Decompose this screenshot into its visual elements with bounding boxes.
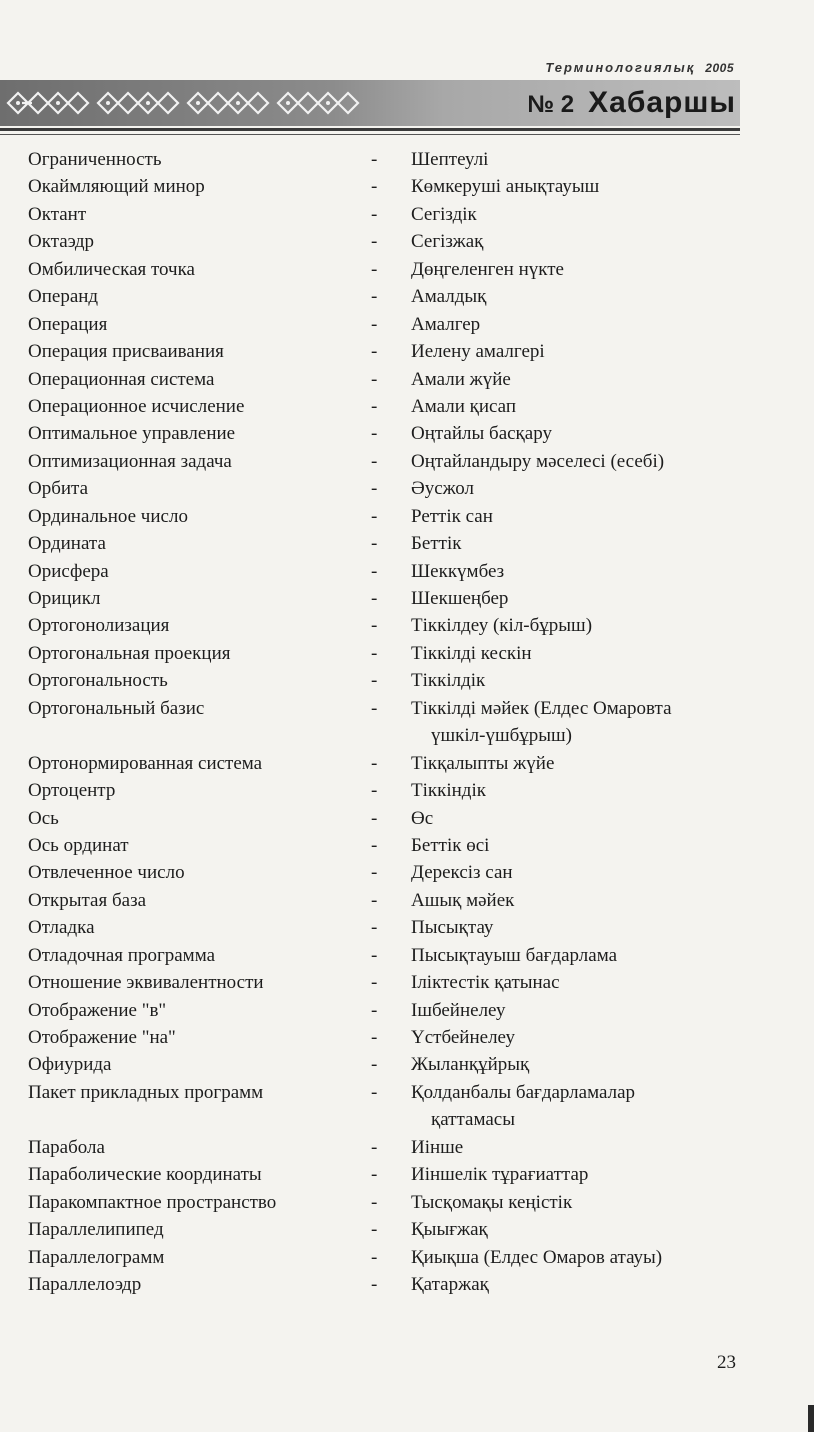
term-separator: - bbox=[371, 1081, 378, 1103]
kazakh-term: Ашық мәйек bbox=[411, 889, 515, 911]
kazakh-term: Ішбейнелеу bbox=[411, 999, 506, 1021]
glossary-row bbox=[28, 585, 740, 612]
kazakh-term: Амалдық bbox=[411, 286, 487, 308]
russian-term: Оптимальное управление bbox=[28, 423, 236, 445]
term-separator: - bbox=[371, 395, 378, 417]
russian-term: Ортогональный базис bbox=[28, 697, 205, 719]
russian-term: Ось bbox=[28, 807, 59, 829]
term-separator: - bbox=[371, 505, 378, 527]
russian-term: Офиурида bbox=[28, 1054, 112, 1076]
kazakh-term: Қатаржақ bbox=[411, 1273, 489, 1295]
russian-term: Пакет прикладных программ bbox=[28, 1081, 264, 1103]
issue-title: Хабаршы bbox=[588, 86, 736, 119]
term-separator: - bbox=[371, 313, 378, 335]
russian-term: Ортогональная проекция bbox=[28, 642, 231, 664]
glossary-row bbox=[28, 558, 740, 585]
russian-term: Параллелоэдр bbox=[28, 1273, 142, 1295]
term-separator: - bbox=[371, 1136, 378, 1158]
ornament-border bbox=[4, 84, 364, 122]
term-separator: - bbox=[371, 752, 378, 774]
glossary-row bbox=[28, 1244, 740, 1271]
kazakh-term: Иелену амалгері bbox=[411, 341, 545, 363]
russian-term: Операция bbox=[28, 313, 108, 335]
glossary-row bbox=[28, 612, 740, 639]
glossary-row bbox=[28, 1271, 740, 1298]
glossary-row bbox=[28, 777, 740, 804]
term-separator: - bbox=[371, 368, 378, 390]
russian-term: Операнд bbox=[28, 286, 99, 308]
term-separator: - bbox=[371, 972, 378, 994]
term-separator: - bbox=[371, 944, 378, 966]
russian-term: Параллелипипед bbox=[28, 1219, 164, 1241]
kazakh-term: Шеккүмбез bbox=[411, 560, 505, 582]
kazakh-term: үшкіл-үшбұрыш) bbox=[431, 725, 572, 747]
russian-term: Орисфера bbox=[28, 560, 109, 582]
glossary-row bbox=[28, 201, 740, 228]
term-separator: - bbox=[371, 889, 378, 911]
russian-term: Октант bbox=[28, 203, 87, 225]
russian-term: Параллелограмм bbox=[28, 1246, 165, 1268]
glossary-row bbox=[28, 283, 740, 310]
kazakh-term: Тіккілдеу (кіл-бұрыш) bbox=[411, 615, 593, 637]
term-separator: - bbox=[371, 560, 378, 582]
term-separator: - bbox=[371, 780, 378, 802]
kazakh-term: Амалгер bbox=[411, 313, 481, 335]
glossary-row bbox=[28, 228, 740, 255]
kazakh-term: Іліктестік қатынас bbox=[411, 972, 560, 994]
kazakh-term: Иіншелік тұрағиаттар bbox=[411, 1164, 589, 1186]
page-number: 23 bbox=[717, 1352, 736, 1373]
kazakh-term: Көмкеруші анықтауыш bbox=[411, 176, 600, 198]
kazakh-term: Жыланқұйрық bbox=[411, 1054, 530, 1076]
kazakh-term: Пысықтау bbox=[411, 917, 494, 939]
glossary-row bbox=[28, 393, 740, 420]
term-separator: - bbox=[371, 478, 378, 500]
russian-term: Ось ординат bbox=[28, 834, 129, 856]
glossary-row bbox=[28, 914, 740, 941]
term-separator: - bbox=[371, 588, 378, 609]
russian-term: Ортогональность bbox=[28, 670, 168, 692]
glossary-list bbox=[28, 146, 740, 1298]
term-separator: - bbox=[371, 450, 378, 472]
journal-year: 2005 bbox=[705, 61, 734, 75]
term-separator: - bbox=[371, 1164, 378, 1186]
term-separator: - bbox=[371, 807, 378, 829]
kazakh-term: Қиықша (Елдес Омаров атауы) bbox=[411, 1246, 663, 1268]
russian-term: Открытая база bbox=[28, 889, 147, 911]
russian-term: Ограниченность bbox=[28, 149, 162, 170]
glossary-row bbox=[28, 503, 740, 530]
glossary-row bbox=[28, 146, 740, 173]
russian-term: Отвлеченное число bbox=[28, 862, 185, 884]
term-separator: - bbox=[371, 1027, 378, 1048]
glossary-row bbox=[28, 173, 740, 200]
kazakh-term: Тысқомақы кеңістік bbox=[411, 1191, 573, 1213]
russian-term: Параболические координаты bbox=[28, 1164, 262, 1186]
journal-name bbox=[545, 60, 734, 75]
term-separator: - bbox=[371, 533, 378, 555]
russian-term: Оптимизационная задача bbox=[28, 450, 232, 472]
term-separator: - bbox=[371, 697, 378, 719]
page-edge bbox=[808, 1405, 814, 1432]
glossary-row bbox=[28, 887, 740, 914]
term-separator: - bbox=[371, 1273, 378, 1295]
glossary-row bbox=[28, 997, 740, 1024]
glossary-row bbox=[28, 695, 740, 722]
russian-term: Орбита bbox=[28, 478, 89, 500]
glossary-row bbox=[28, 338, 740, 365]
russian-term: Окаймляющий минор bbox=[28, 176, 205, 198]
russian-term: Отображение "на" bbox=[28, 1027, 176, 1048]
glossary-row bbox=[28, 1051, 740, 1078]
russian-term: Операция присваивания bbox=[28, 341, 224, 363]
term-separator: - bbox=[371, 615, 378, 637]
russian-term: Орицикл bbox=[28, 588, 101, 609]
journal-title: Терминологиялық bbox=[545, 60, 696, 75]
term-separator: - bbox=[371, 1219, 378, 1241]
russian-term: Отладка bbox=[28, 917, 95, 939]
kazakh-term: қаттамасы bbox=[431, 1109, 515, 1131]
kazakh-term: Шекшеңбер bbox=[411, 588, 509, 609]
glossary-row bbox=[28, 1134, 740, 1161]
glossary-row bbox=[28, 859, 740, 886]
kazakh-term: Сегізжақ bbox=[411, 231, 484, 253]
glossary-row bbox=[28, 475, 740, 502]
glossary-row bbox=[28, 530, 740, 557]
russian-term: Операционное исчисление bbox=[28, 395, 245, 417]
russian-term: Ортоцентр bbox=[28, 780, 116, 802]
glossary-row bbox=[28, 805, 740, 832]
russian-term: Отношение эквивалентности bbox=[28, 972, 264, 994]
term-separator: - bbox=[371, 917, 378, 939]
term-separator: - bbox=[371, 231, 378, 253]
glossary-row bbox=[28, 640, 740, 667]
term-separator: - bbox=[371, 341, 378, 363]
header-rule bbox=[0, 128, 740, 131]
kazakh-term: Үстбейнелеу bbox=[411, 1027, 516, 1048]
kazakh-term: Тіккілді мәйек (Елдес Омаровта bbox=[411, 697, 672, 719]
term-separator: - bbox=[371, 176, 378, 198]
russian-term: Омбилическая точка bbox=[28, 258, 195, 280]
term-separator: - bbox=[371, 999, 378, 1021]
kazakh-term: Сегіздік bbox=[411, 203, 477, 225]
kazakh-term: Дерексіз сан bbox=[411, 862, 513, 884]
term-separator: - bbox=[371, 1246, 378, 1268]
glossary-row bbox=[28, 1189, 740, 1216]
kazakh-term: Тікқалыпты жүйе bbox=[411, 752, 555, 774]
kazakh-term: Дөңгеленген нүкте bbox=[411, 258, 564, 280]
glossary-row bbox=[28, 1161, 740, 1188]
kazakh-term: Қыығжақ bbox=[411, 1219, 488, 1241]
kazakh-term: Әусжол bbox=[411, 478, 475, 500]
glossary-row-continuation bbox=[28, 1106, 740, 1133]
glossary-row bbox=[28, 942, 740, 969]
issue-heading bbox=[527, 80, 736, 126]
kazakh-term: Өс bbox=[411, 807, 434, 829]
kazakh-term: Шептеулі bbox=[411, 149, 489, 170]
russian-term: Ортогонолизация bbox=[28, 615, 170, 637]
kazakh-term: Иінше bbox=[411, 1136, 464, 1158]
header-rule-thin bbox=[0, 134, 740, 135]
kazakh-term: Пысықтауыш бағдарлама bbox=[411, 944, 618, 966]
glossary-row bbox=[28, 1216, 740, 1243]
russian-term: Ордината bbox=[28, 533, 106, 555]
term-separator: - bbox=[371, 1054, 378, 1076]
russian-term: Паракомпактное пространство bbox=[28, 1191, 277, 1213]
term-separator: - bbox=[371, 670, 378, 692]
term-separator: - bbox=[371, 834, 378, 856]
kazakh-term: Қолданбалы бағдарламалар bbox=[411, 1081, 636, 1103]
kazakh-term: Амали жүйе bbox=[411, 368, 511, 390]
kazakh-term: Беттік өсі bbox=[411, 834, 490, 856]
term-separator: - bbox=[371, 423, 378, 445]
term-separator: - bbox=[371, 642, 378, 664]
glossary-row bbox=[28, 420, 740, 447]
glossary-row bbox=[28, 1024, 740, 1051]
issue-number: № 2 bbox=[527, 91, 575, 118]
russian-term: Ординальное число bbox=[28, 505, 188, 527]
kazakh-term: Тіккіндік bbox=[411, 780, 486, 802]
term-separator: - bbox=[371, 203, 378, 225]
kazakh-term: Тіккілдік bbox=[411, 670, 486, 692]
russian-term: Отображение "в" bbox=[28, 999, 167, 1021]
russian-term: Парабола bbox=[28, 1136, 105, 1158]
glossary-row bbox=[28, 448, 740, 475]
term-separator: - bbox=[371, 258, 378, 280]
kazakh-term: Тіккілді кескін bbox=[411, 642, 532, 664]
term-separator: - bbox=[371, 149, 378, 170]
term-separator: - bbox=[371, 286, 378, 308]
kazakh-term: Оңтайлы басқару bbox=[411, 423, 552, 445]
kazakh-term: Амали қисап bbox=[411, 395, 517, 417]
term-separator: - bbox=[371, 1191, 378, 1213]
glossary-row bbox=[28, 366, 740, 393]
russian-term: Операционная система bbox=[28, 368, 215, 390]
kazakh-term: Реттік сан bbox=[411, 505, 493, 527]
kazakh-term: Беттік bbox=[411, 533, 462, 555]
term-separator: - bbox=[371, 862, 378, 884]
russian-term: Ортонормированная система bbox=[28, 752, 263, 774]
glossary-row-continuation bbox=[28, 722, 740, 749]
glossary-row bbox=[28, 667, 740, 694]
russian-term: Октаэдр bbox=[28, 231, 95, 253]
glossary-row bbox=[28, 256, 740, 283]
glossary-row bbox=[28, 832, 740, 859]
glossary-row bbox=[28, 750, 740, 777]
kazakh-term: Оңтайландыру мәселесі (есебі) bbox=[411, 450, 665, 472]
glossary-row bbox=[28, 1079, 740, 1106]
russian-term: Отладочная программа bbox=[28, 944, 216, 966]
glossary-row bbox=[28, 311, 740, 338]
glossary-row bbox=[28, 969, 740, 996]
